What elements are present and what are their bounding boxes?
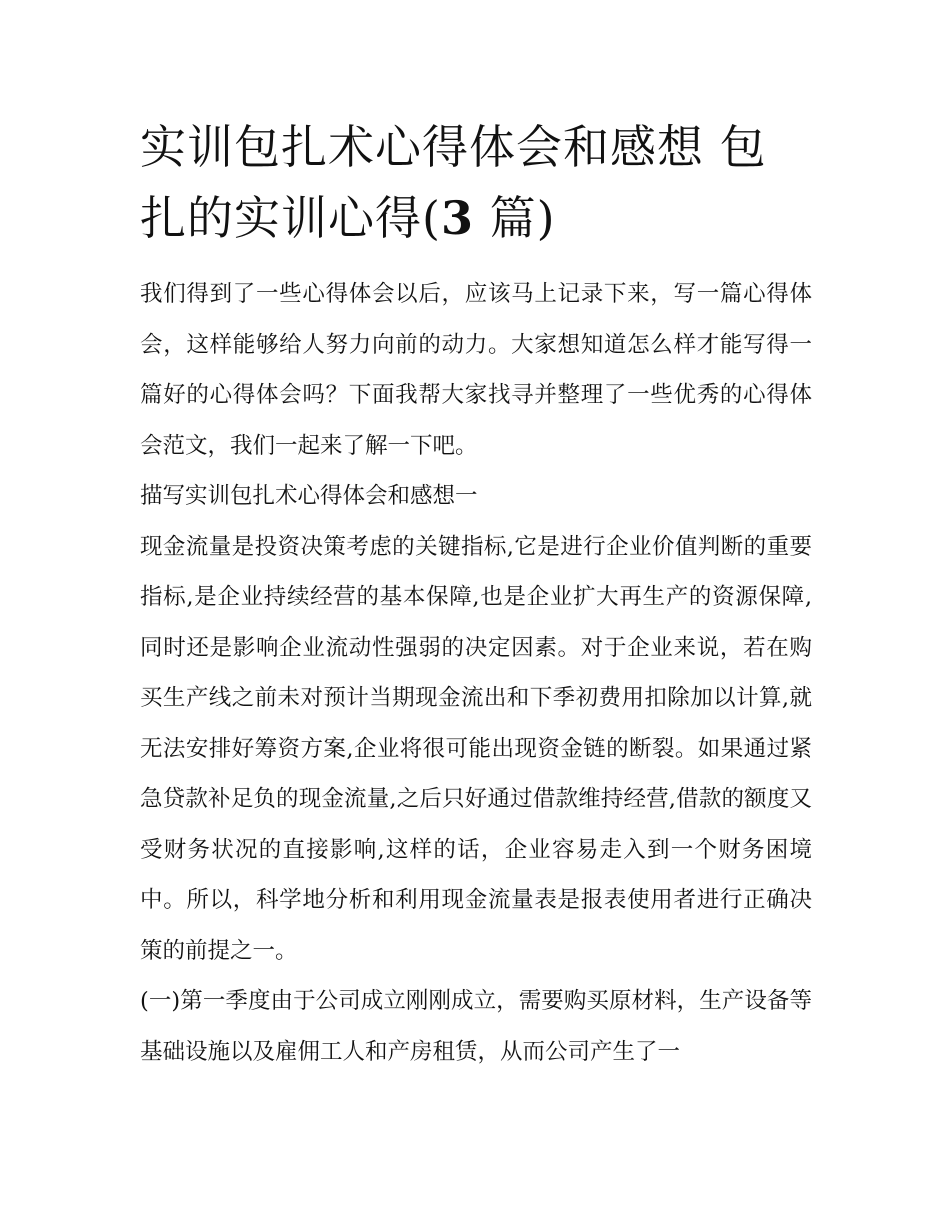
document-page [140,112,812,1077]
body-paragraph-continued: (一)第一季度由于公司成立刚刚成立，需要购买原材料，生产设备等基础设施以及雇佣工人和产房租赁，从而公司产生了一 [140,988,812,1065]
title-count: 3 [440,191,474,245]
section-heading: 描写实训包扎术心得体会和感想一 [140,483,478,509]
title-text-end: 篇) [473,191,556,245]
title-text-main: 实训包扎术心得体会和感想 包扎的实训心得( [140,120,767,245]
body-paragraph: 现金流量是投资决策考虑的关键指标,它是进行企业价值判断的重要指标,是企业持续经营的基本保障,也是企业扩大再生产的资源保障,同时还是影响企业流动性强弱的决定因素。对于企业来说，若在购买生产线之前未对预计当期现金流出和下季初费用扣除加以计算,就无法安排好筹资方案,企业将很可能出现资金链的断裂。如果通过紧急贷款补足负的现金流量,之后只好通过借款维持经营,借款的额度又受财务状况的直接影响,这样的话，企业容易走入到一个财务困境中。所以，科学地分析和利用现金流量表是报表使用者进行正确决策的前提之一。 [140,533,812,964]
intro-paragraph: 我们得到了一些心得体会以后，应该马上记录下来，写一篇心得体会，这样能够给人努力向前的动力。大家想知道怎么样才能写得一篇好的心得体会吗？下面我帮大家找寻并整理了一些优秀的心得体会范文，我们一起来了解一下吧。 [140,281,812,459]
document-title [140,112,812,254]
